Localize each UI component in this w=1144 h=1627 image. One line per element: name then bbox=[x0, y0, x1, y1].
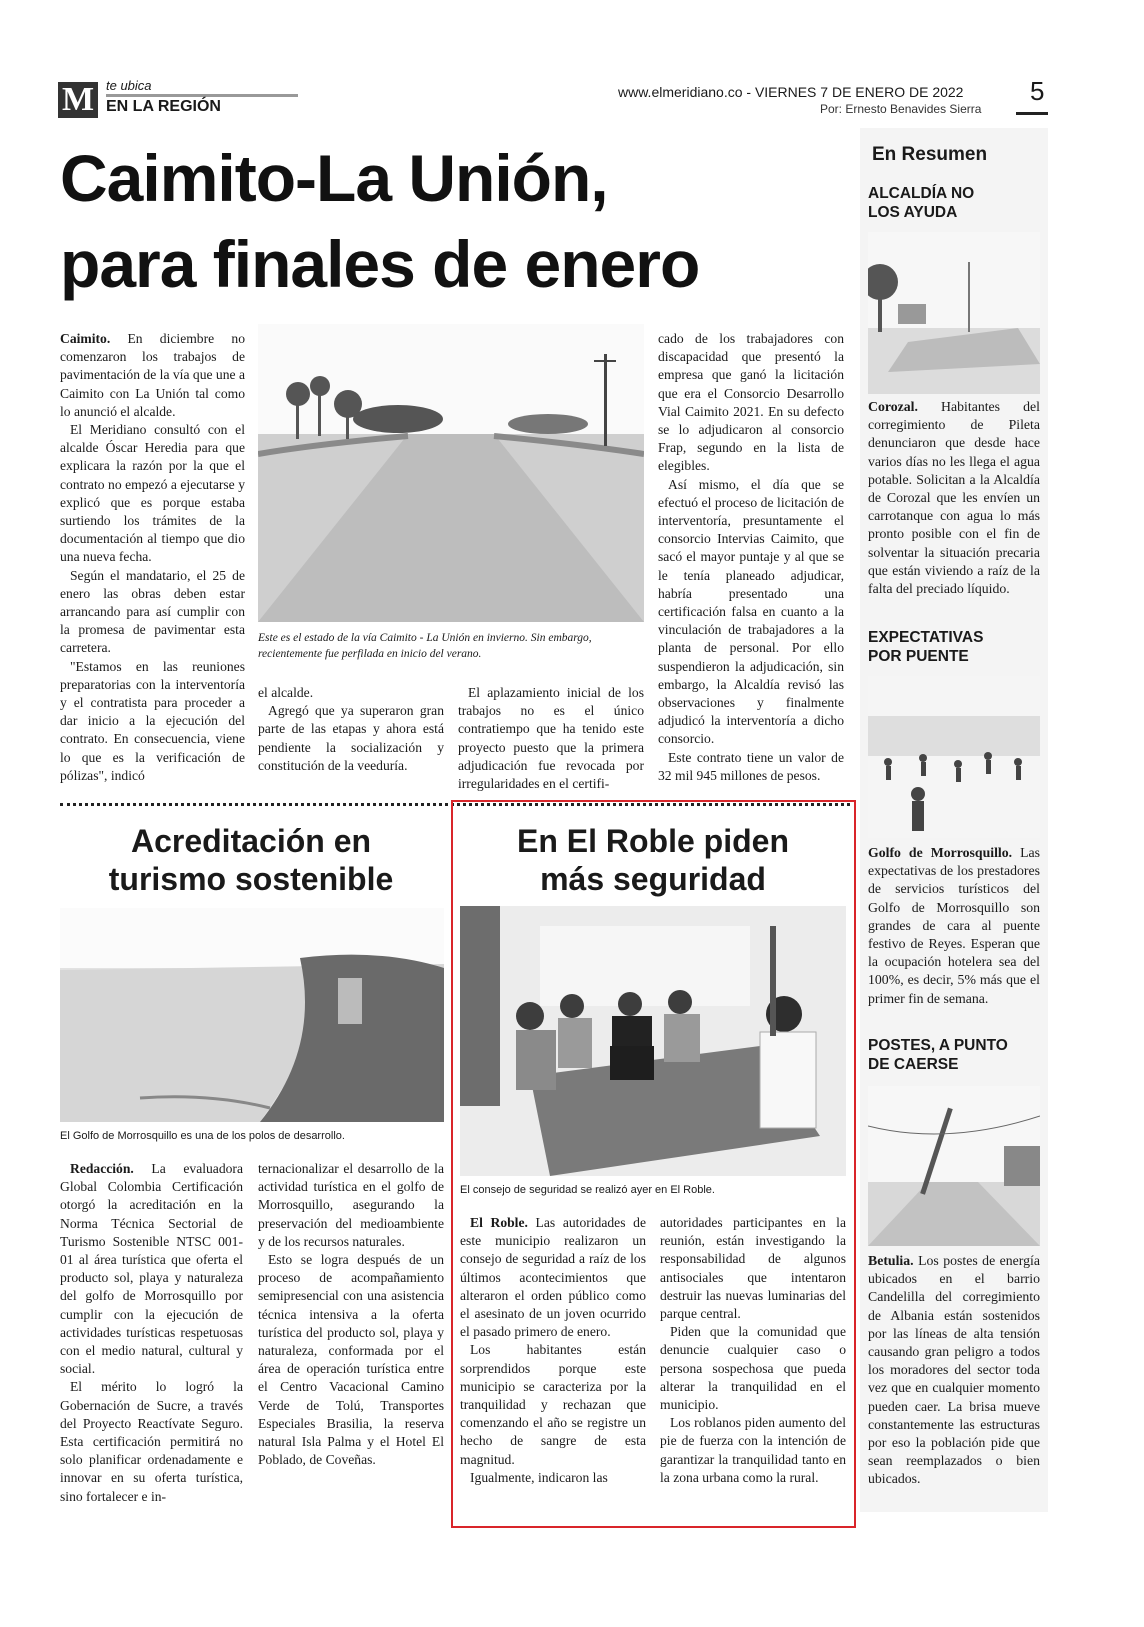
page-number: 5 bbox=[1030, 76, 1045, 106]
roble-col2 bbox=[660, 1214, 846, 1487]
paragraph: El aplazamiento inicial de los trabajos no es el único contratiempo que ha tenido este proyecto puesto que la primera adjudicación fue revocada por irregularidades en el certifi- bbox=[458, 685, 644, 792]
turismo-col1 bbox=[60, 1160, 243, 1506]
logo: M bbox=[58, 82, 98, 118]
paragraph: El Meridiano consultó con el alcalde Óscar Heredia para que explicara la razón por la que el contrato no empezó a ejecutarse y explicó que es porque estaba surtiendo los trámites de la documentación al tiempo que dio una nueva fecha. bbox=[60, 422, 245, 565]
author: Por: Ernesto Benavides Sierra bbox=[820, 102, 982, 116]
golfo-photo-caption: El Golfo de Morrosquillo es una de los polos de desarrollo. bbox=[60, 1130, 345, 1142]
paragraph: cado de los trabajadores con discapacidad que presentó la empresa que ganó la licitación que era el Consorcio Desarrollo Vial Caimito 2021. En su defecto se lo adjudicaron al consorcio Frap, segundo en la lista de elegibles. bbox=[658, 331, 844, 474]
sidebar-item-3-head-line2: DE CAERSE bbox=[868, 1056, 959, 1073]
plaza-photo-image bbox=[868, 232, 1040, 394]
sidebar-title: En Resumen bbox=[872, 144, 988, 165]
main-col4 bbox=[658, 330, 844, 785]
roble-photo bbox=[460, 906, 846, 1176]
roble-headline bbox=[458, 822, 848, 898]
roble-col1 bbox=[460, 1214, 646, 1487]
turismo-col2 bbox=[258, 1160, 444, 1469]
sidebar-item-1-head-line1: ALCALDÍA NO bbox=[868, 185, 975, 202]
golfo-photo-image bbox=[60, 908, 444, 1122]
section-rule bbox=[106, 94, 298, 97]
paragraph: el alcalde. bbox=[258, 685, 314, 700]
dateline: El Roble. bbox=[470, 1215, 528, 1230]
sidebar-dateline: Betulia. bbox=[868, 1253, 914, 1268]
sidebar-item-3-head-line1: POSTES, A PUNTO bbox=[868, 1037, 1008, 1054]
paragraph: autoridades participantes en la reunión, están investigando la responsabilidad de algunos antisociales que intentaron destruir las nuevas luminarias del parque central. bbox=[660, 1215, 846, 1322]
roble-photo-caption: El consejo de seguridad se realizó ayer en El Roble. bbox=[460, 1184, 715, 1196]
road-caption-line2: recientemente fue perfilada en inicio del verano. bbox=[258, 648, 482, 660]
turismo-headline bbox=[60, 822, 442, 898]
sidebar-item-1-photo bbox=[868, 232, 1040, 394]
site-date: www.elmeridiano.co - VIERNES 7 DE ENERO DE 2022 bbox=[618, 84, 964, 100]
section-tag: te ubica bbox=[106, 78, 152, 93]
page-number-rule bbox=[1016, 112, 1048, 115]
roble-headline-line2: más seguridad bbox=[540, 861, 766, 897]
turismo-headline-line1: Acreditación en bbox=[130, 823, 372, 859]
sidebar-item-2-head-line2: POR PUENTE bbox=[868, 648, 969, 665]
roble-headline-line1: En El Roble piden bbox=[516, 823, 789, 859]
paragraph: "Estamos en las reuniones preparatorias con la interventoría y el contratista para proceder a dar inicio a la ejecución del contrato. En consecuencia, viene lo que es la verificación de pólizas", indicó bbox=[60, 658, 245, 783]
sidebar-item-3-photo bbox=[868, 1086, 1040, 1246]
sidebar-item-1-text: Corozal. Habitantes del corregimiento de Pileta denunciaron que desde hace varios días no les llega el agua potable. Solicitan a la Alcaldía de Corozal que les envíen un carrotanque con agua lo más pronto posible con el fin de solventar la situación precaria que están viviendo a raíz de la falta del preciado líquido. bbox=[868, 399, 1040, 597]
turismo-headline-line2: turismo sostenible bbox=[108, 861, 394, 897]
road-photo-image bbox=[258, 324, 644, 622]
paragraph: El mérito lo logró la Gobernación de Sucre, a través del Proyecto Reactívate Seguro. Esta certificación permitirá no solo planificar ordenadamente e innovar en su oferta turística, sino fortalecer e in- bbox=[60, 1379, 243, 1504]
sidebar-item-2-head bbox=[868, 628, 1040, 666]
sidebar-item-2-photo bbox=[868, 676, 1040, 838]
sidebar-item-3-head bbox=[868, 1036, 1040, 1074]
paragraph: Igualmente, indicaron las bbox=[470, 1469, 608, 1485]
sidebar-item-3-text: Betulia. Los postes de energía ubicados en el barrio Candelilla del corregimiento de Albania están sostenidos por las líneas de alta tensión causando gran peligro a todos los moradores del sector toda vez que en cualquier momento pueden caer. La brisa mueve constantemente las estructuras por eso la población pide que sean reemplazados o bien ubicados. bbox=[868, 1253, 1040, 1487]
sidebar-item-1-head-line2: LOS AYUDA bbox=[868, 204, 958, 221]
paragraph: Piden que la comunidad que denuncie cualquier caso o persona sospechosa que pueda alterar la tranquilidad en el municipio. bbox=[660, 1324, 846, 1413]
main-col2 bbox=[258, 684, 444, 775]
paragraph: Redacción. La evaluadora Global Colombia Certificación otorgó la acreditación en la Norma Técnica Sectorial de Turismo Sostenible NTSC 001-01 al área turística que oferta el producto sol, playa y naturaleza del golfo de Morrosquillo por cumplir con la ejecución de actividades turísticas respetuosas con el medio natural, cultural y social. bbox=[60, 1161, 243, 1377]
paragraph: Caimito. En diciembre no comenzaron los trabajos de pavimentación de la vía que une a Caimito con La Unión tal como lo anunció el alcalde. bbox=[60, 331, 245, 419]
road-photo-caption bbox=[258, 630, 648, 662]
main-col3 bbox=[458, 684, 644, 793]
main-col1 bbox=[60, 330, 245, 785]
paragraph: Los roblanos piden aumento del pie de fuerza con la intención de garantizar la tranquilidad tanto en la zona urbana como la rural. bbox=[660, 1415, 846, 1485]
roble-photo-image bbox=[460, 906, 846, 1176]
golfo-photo bbox=[60, 908, 444, 1122]
dateline: Redacción. bbox=[70, 1161, 134, 1176]
road-caption-line1: Este es el estado de la vía Caimito - La Unión en invierno. Sin embargo, bbox=[258, 632, 592, 644]
paragraph: Según el mandatario, el 25 de enero las obras deben estar arrancando para así cumplir con la promesa de pavimentar esta carretera. bbox=[60, 567, 245, 656]
section-name: EN LA REGIÓN bbox=[106, 98, 221, 115]
main-headline-line2: para finales de enero bbox=[60, 227, 700, 301]
main-headline-line1: Caimito-La Unión, bbox=[60, 141, 608, 215]
beach-photo-image bbox=[868, 676, 1040, 838]
paragraph: Este contrato tiene un valor de 32 mil 945 millones de pesos. bbox=[658, 749, 844, 783]
sidebar-dateline: Golfo de Morrosquillo. bbox=[868, 845, 1013, 860]
sidebar-dateline: Corozal. bbox=[868, 399, 918, 414]
paragraph: El Roble. Las autoridades de este municipio realizaron un consejo de seguridad a raíz de los últimos acontecimientos que alteraron el orden público como el asesinato de un joven ocurrido el pasado primero de enero. bbox=[460, 1215, 646, 1340]
poles-photo-image bbox=[868, 1086, 1040, 1246]
paragraph: Esto se logra después de un proceso de acompañamiento semipresencial con una asistencia técnica intensiva a la oferta turística del producto sol, playa y naturaleza, conformada por el área de operación turística entre el Centro Vacacional Camino Verde de Tolú, Transportes Especiales Brasilia, la reserva natural Isla Palma y el Hotel El Poblado, de Coveñas. bbox=[258, 1252, 444, 1468]
paragraph: Agregó que ya superaron gran parte de las etapas y ahora está pendiente la socialización y constitución de la veeduría. bbox=[258, 703, 444, 773]
sidebar-item-2-head-line1: EXPECTATIVAS bbox=[868, 629, 984, 646]
masthead bbox=[58, 78, 1048, 122]
sidebar-item-1-head bbox=[868, 184, 1040, 222]
dateline: Caimito. bbox=[60, 331, 111, 346]
road-photo bbox=[258, 324, 644, 622]
paragraph: Así mismo, el día que se efectuó el proceso de licitación de interventoría, presuntamente el consorcio Intervias Caimito, que sacó el mayor puntaje y al que se le tenía planeado adjudicar, habría presentado una certificación falsa en cuanto a la vinculación de trabajadores a la planta de personal. Por ello suspendieron la adjudicación, sin embargo, la Alcaldía revisó las observaciones y finalmente adjudicó la interventoría a dicho consorcio. bbox=[658, 476, 844, 747]
paragraph: Los habitantes están sorprendidos porque este municipio se caracteriza por la tranquilidad y rechazan que comenzando el año se registre un hecho de sangre de esta magnitud. bbox=[460, 1342, 646, 1467]
paragraph: ternacionalizar el desarrollo de la actividad turística en el golfo de Morrosquillo, asegurando la preservación del medioambiente y de los recursos naturales. bbox=[258, 1161, 444, 1249]
sidebar-item-2-text: Golfo de Morrosquillo. Las expectativas de los prestadores de servicios turísticos del Golfo de Morrosquillo son grandes de cara al puente festivo de Reyes. Esperan que la ocupación hotelera sea del 100%, es decir, 5% más que el primer fin de semana. bbox=[868, 845, 1040, 1006]
main-headline bbox=[60, 135, 850, 307]
